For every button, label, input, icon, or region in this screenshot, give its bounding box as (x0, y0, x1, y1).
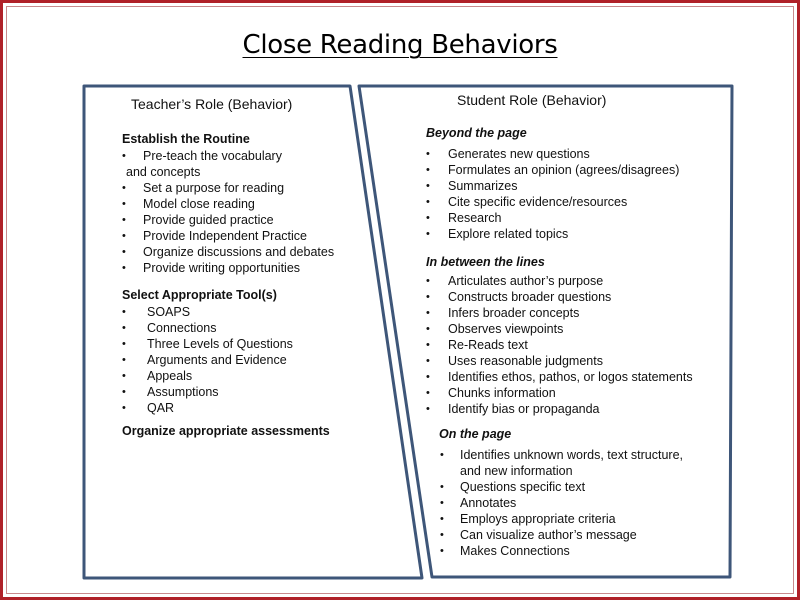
bullet-icon: • (122, 182, 126, 194)
slide-title: Close Reading Behaviors (242, 30, 558, 60)
list-item: Observes viewpoints (448, 322, 564, 336)
bullet-icon: • (426, 355, 430, 367)
list-item: Organize discussions and debates (143, 245, 335, 259)
list-item: Formulates an opinion (agrees/disagrees) (448, 163, 680, 177)
list-item: Makes Connections (460, 544, 570, 558)
bullet-icon: • (426, 323, 430, 335)
list-item: Provide guided practice (143, 213, 274, 227)
bullet-icon: • (426, 307, 430, 319)
student-section-heading: In between the lines (426, 255, 545, 269)
list-item: Explore related topics (448, 227, 569, 241)
list-item: Model close reading (143, 197, 255, 211)
list-item: Assumptions (147, 385, 219, 399)
bullet-icon: • (122, 354, 126, 366)
list-item: Annotates (460, 496, 517, 510)
list-item: Constructs broader questions (448, 290, 612, 304)
bullet-icon: • (426, 371, 430, 383)
bullet-icon: • (440, 449, 444, 461)
bullet-icon: • (122, 198, 126, 210)
bullet-icon: • (426, 228, 430, 240)
list-item: Provide writing opportunities (143, 261, 301, 275)
list-item: Infers broader concepts (448, 306, 580, 320)
list-item: Identifies ethos, pathos, or logos statements (448, 370, 693, 384)
list-item-continuation: and new information (460, 464, 573, 478)
bullet-icon: • (122, 214, 126, 226)
teacher-panel-header: Teacher’s Role (Behavior) (131, 96, 293, 112)
list-item: Re-Reads text (448, 338, 528, 352)
bullet-icon: • (122, 402, 126, 414)
bullet-icon: • (122, 246, 126, 258)
bullet-icon: • (426, 180, 430, 192)
bullet-icon: • (122, 338, 126, 350)
list-item: Identifies unknown words, text structure, (460, 448, 684, 462)
student-section-heading: Beyond the page (426, 126, 527, 140)
bullet-icon: • (426, 148, 430, 160)
list-item: Cite specific evidence/resources (448, 195, 628, 209)
bullet-icon: • (122, 262, 126, 274)
list-item: Questions specific text (460, 480, 586, 494)
list-item: Set a purpose for reading (143, 181, 285, 195)
teacher-section-heading: Establish the Routine (122, 132, 250, 146)
list-item: Arguments and Evidence (147, 353, 287, 367)
list-item: Connections (147, 321, 217, 335)
bullet-icon: • (426, 212, 430, 224)
list-item: Uses reasonable judgments (448, 354, 603, 368)
list-item: Provide Independent Practice (143, 229, 307, 243)
list-item: Employs appropriate criteria (460, 512, 616, 526)
student-panel-header: Student Role (Behavior) (457, 92, 607, 108)
bullet-icon: • (440, 545, 444, 557)
teacher-section-heading: Organize appropriate assessments (122, 424, 330, 438)
list-item: Identify bias or propaganda (448, 402, 600, 416)
list-item: Summarizes (448, 179, 518, 193)
bullet-icon: • (122, 150, 126, 162)
bullet-icon: • (426, 339, 430, 351)
list-item: Chunks information (448, 386, 556, 400)
list-item: Appeals (147, 369, 193, 383)
bullet-icon: • (122, 306, 126, 318)
list-item-continuation: and concepts (126, 165, 201, 179)
student-section-heading: On the page (439, 427, 512, 441)
list-item: Articulates author’s purpose (448, 274, 604, 288)
list-item: Pre-teach the vocabulary (143, 149, 282, 163)
bullet-icon: • (122, 322, 126, 334)
bullet-icon: • (122, 370, 126, 382)
bullet-icon: • (122, 230, 126, 242)
bullet-icon: • (426, 387, 430, 399)
list-item: Research (448, 211, 502, 225)
bullet-icon: • (426, 164, 430, 176)
teacher-section-heading: Select Appropriate Tool(s) (122, 288, 277, 302)
list-item: Generates new questions (448, 147, 590, 161)
list-item: QAR (147, 401, 175, 415)
list-item: SOAPS (147, 305, 191, 319)
bullet-icon: • (426, 291, 430, 303)
bullet-icon: • (440, 497, 444, 509)
bullet-icon: • (426, 403, 430, 415)
bullet-icon: • (440, 513, 444, 525)
bullet-icon: • (426, 275, 430, 287)
list-item: Three Levels of Questions (147, 337, 293, 351)
bullet-icon: • (440, 529, 444, 541)
bullet-icon: • (440, 481, 444, 493)
list-item: Can visualize author’s message (460, 528, 637, 542)
bullet-icon: • (122, 386, 126, 398)
bullet-icon: • (426, 196, 430, 208)
